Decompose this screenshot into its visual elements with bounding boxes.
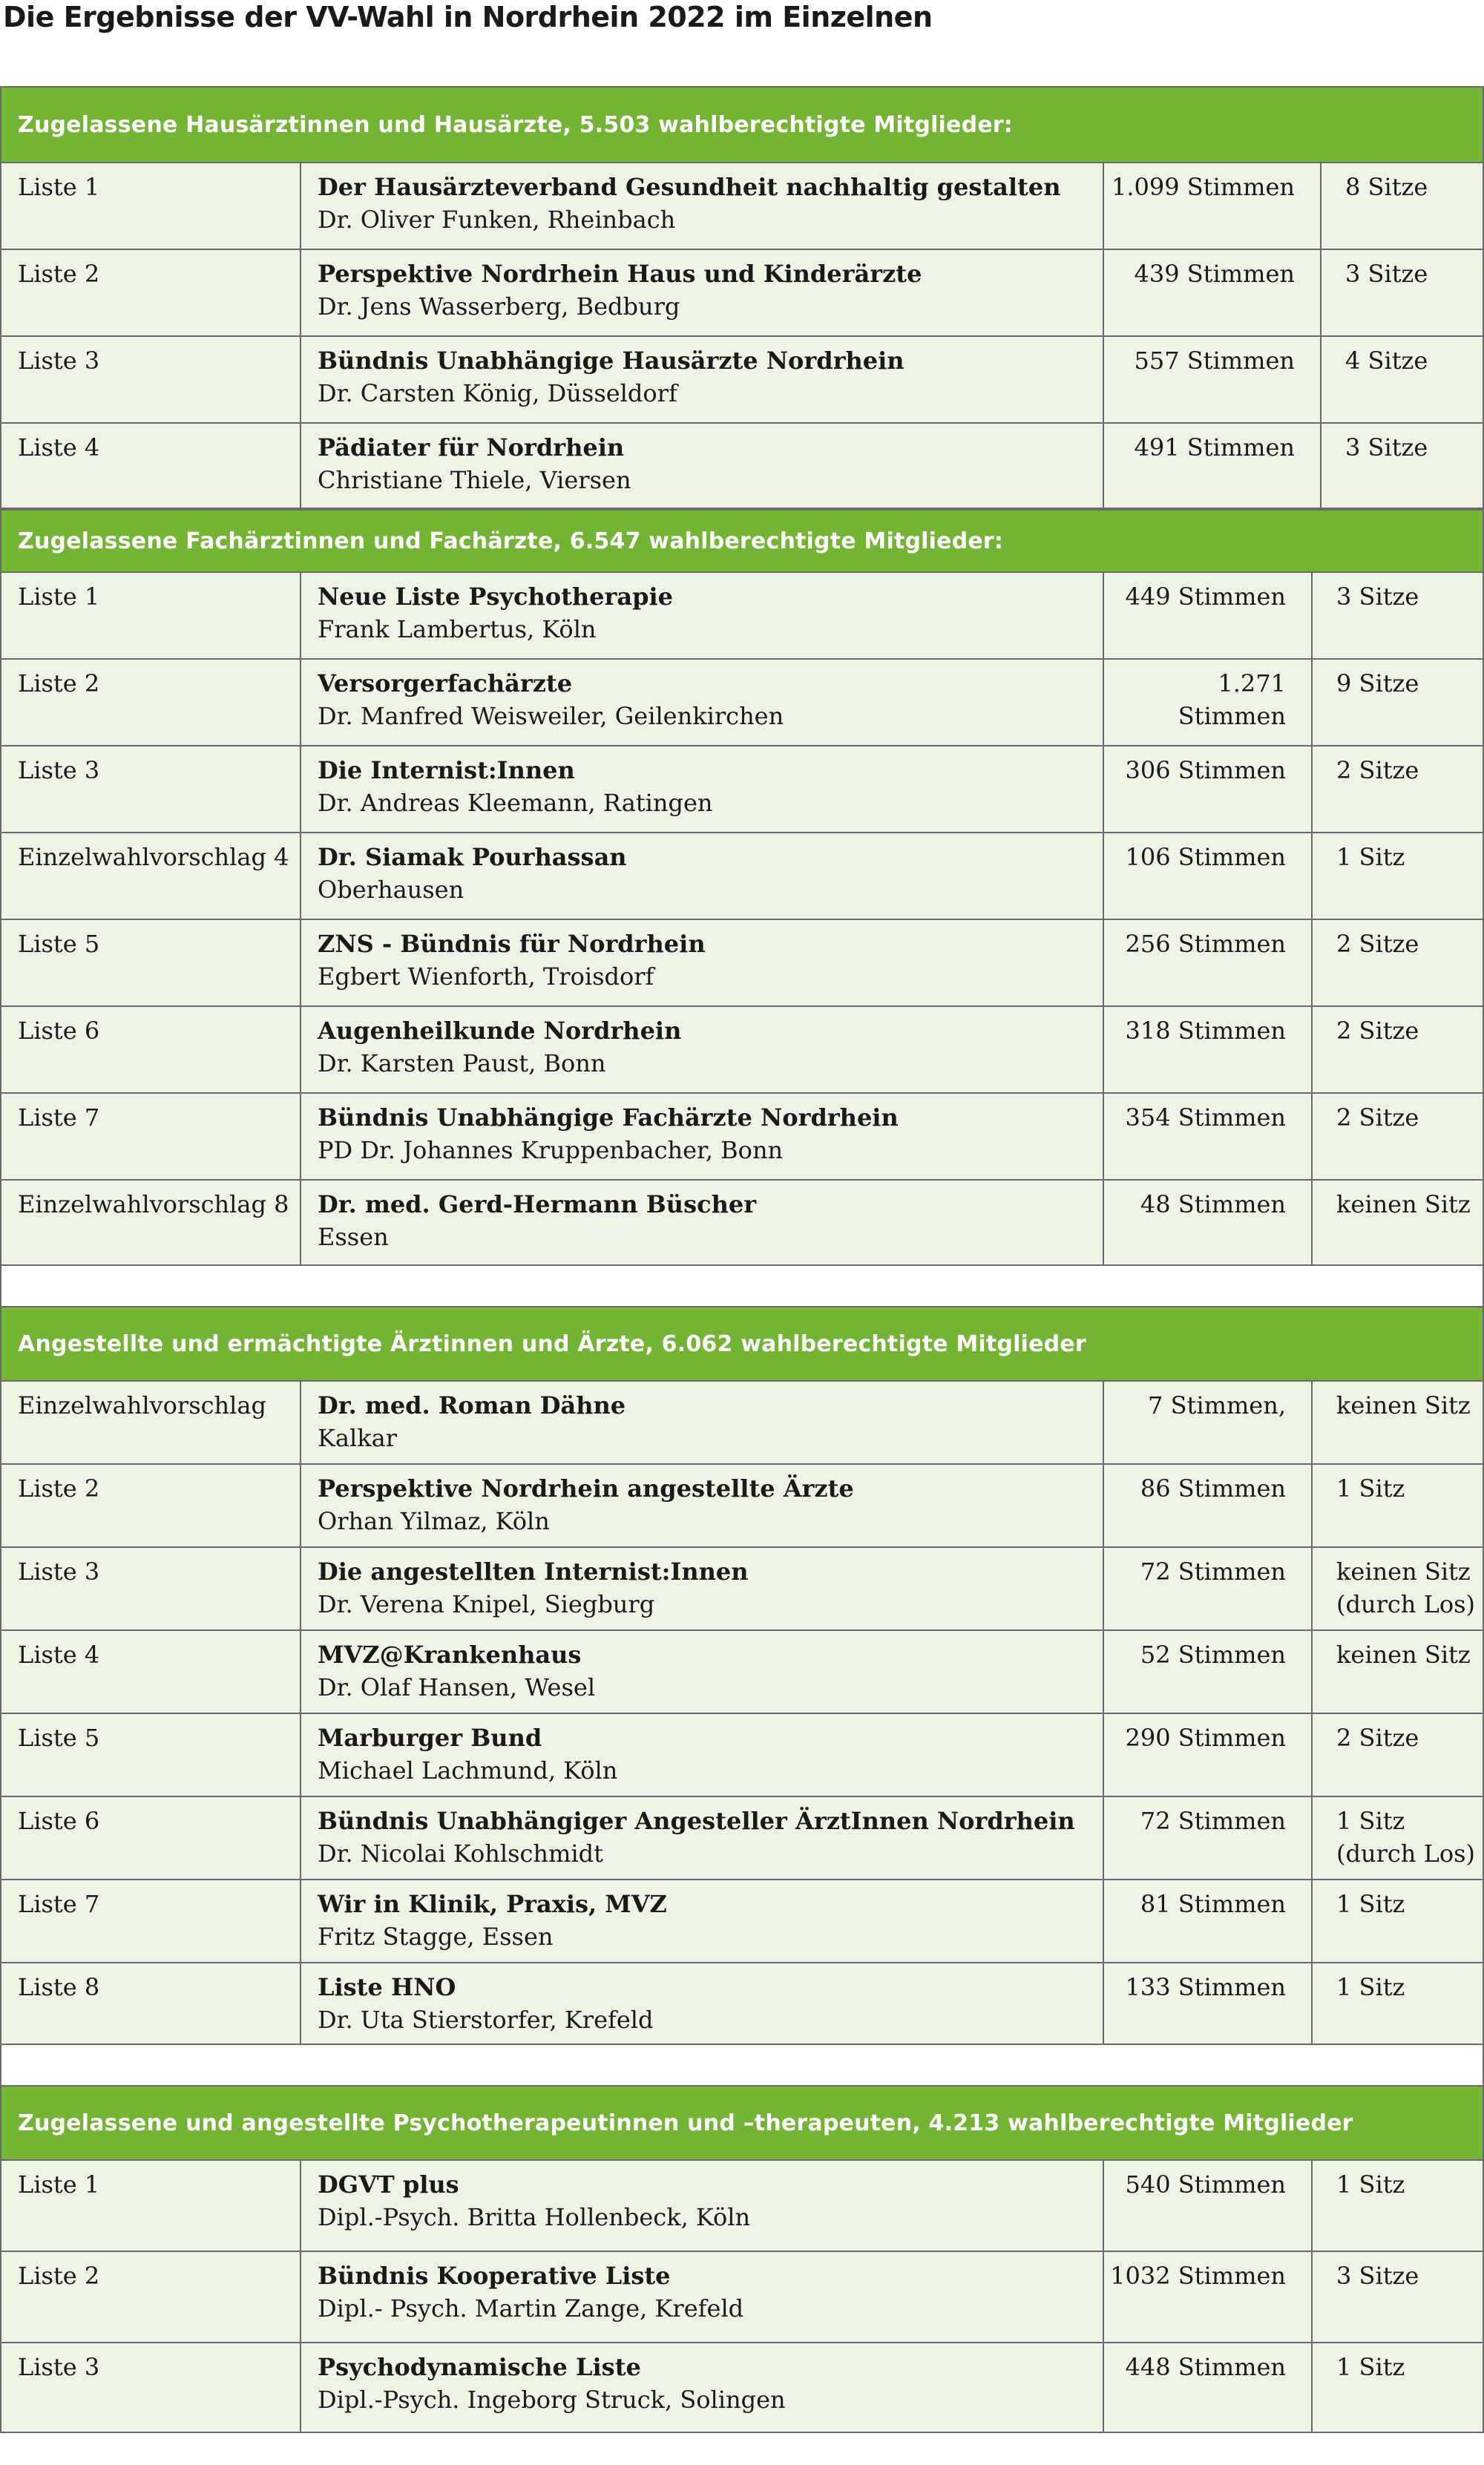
list-name: Dr. med. Gerd-Hermann Büscher: [318, 1190, 757, 1218]
seats-cell: [1313, 573, 1483, 658]
seats: keinen Sitz: [1336, 1190, 1471, 1218]
seats: keinen Sitz: [1336, 1391, 1471, 1419]
list-label: Liste 5: [1, 1714, 301, 1796]
section-heading: Zugelassene und angestellte Psychotherapeutinnen und –therapeuten, 4.213 wahlberechtigte Mitglieder: [0, 2085, 1484, 2159]
lead-candidate: Dr. Carsten König, Düsseldorf: [318, 379, 677, 407]
table-row: [0, 335, 1484, 422]
list-label: Liste 4: [1, 1631, 301, 1713]
lead-candidate: Dipl.-Psych. Ingeborg Struck, Solingen: [318, 2386, 786, 2414]
seats-cell: [1313, 1007, 1483, 1092]
results-section: [0, 86, 1484, 509]
lead-candidate: Dr. Manfred Weisweiler, Geilenkirchen: [318, 702, 784, 730]
seats: 1 Sitz: [1336, 1807, 1405, 1835]
seats: 2 Sitze: [1336, 1724, 1419, 1752]
list-name: Liste HNO: [318, 1973, 456, 2001]
votes: 106 Stimmen: [1104, 833, 1313, 919]
candidate-cell: [301, 573, 1104, 658]
table-row: [0, 1796, 1484, 1879]
candidate-cell: [301, 424, 1104, 508]
section-spacer: [0, 1266, 1484, 1306]
lead-candidate: Dr. Verena Knipel, Siegburg: [318, 1590, 655, 1618]
candidate-cell: [301, 1963, 1104, 2044]
list-label: Liste 3: [1, 746, 301, 832]
candidate-cell: [301, 1714, 1104, 1796]
table-row: [0, 1005, 1484, 1092]
section-heading: Zugelassene Hausärztinnen und Hausärzte, 5.503 wahlberechtigte Mitglieder:: [0, 86, 1484, 162]
lead-candidate: Dr. Oliver Funken, Rheinbach: [318, 206, 676, 234]
list-name: Augenheilkunde Nordrhein: [318, 1017, 682, 1045]
results-section: [0, 509, 1484, 1266]
list-label: Liste 2: [1, 2252, 301, 2342]
list-name: Marburger Bund: [318, 1724, 542, 1752]
table-row: [0, 571, 1484, 658]
seats-cell: [1313, 1797, 1483, 1879]
table-row: [0, 745, 1484, 832]
candidate-cell: [301, 163, 1104, 249]
votes: 81 Stimmen: [1104, 1880, 1313, 1962]
votes: 318 Stimmen: [1104, 1007, 1313, 1092]
seats: 2 Sitze: [1336, 756, 1419, 784]
list-label: Liste 1: [1, 163, 301, 249]
seats: 2 Sitze: [1336, 1017, 1419, 1045]
votes: 290 Stimmen: [1104, 1714, 1313, 1796]
seats-cell: [1313, 1714, 1483, 1796]
list-label: Liste 5: [1, 920, 301, 1005]
seats-cell: [1322, 337, 1483, 422]
seats-cell: [1313, 1382, 1483, 1463]
table-row: [0, 1179, 1484, 1266]
votes: 1.271 Stimmen: [1104, 660, 1313, 745]
seats-cell: [1313, 746, 1483, 832]
list-label: Liste 6: [1, 1007, 301, 1092]
seats-cell: [1313, 2161, 1483, 2251]
list-label: Liste 2: [1, 1465, 301, 1546]
seats-cell: [1313, 660, 1483, 745]
lead-candidate: Dr. Andreas Kleemann, Ratingen: [318, 789, 713, 817]
table-row: [0, 2342, 1484, 2433]
list-label: Liste 1: [1, 573, 301, 658]
list-name: Psychodynamische Liste: [318, 2353, 641, 2381]
lead-candidate: Kalkar: [318, 1424, 397, 1452]
seats: 8 Sitze: [1345, 173, 1428, 201]
list-name: Dr. med. Roman Dähne: [318, 1391, 626, 1419]
table-row: [0, 1380, 1484, 1463]
votes: 256 Stimmen: [1104, 920, 1313, 1005]
table-row: [0, 1962, 1484, 2045]
votes: 306 Stimmen: [1104, 746, 1313, 832]
votes: 133 Stimmen: [1104, 1963, 1313, 2044]
lead-candidate: Frank Lambertus, Köln: [318, 615, 597, 643]
seats-cell: [1313, 833, 1483, 919]
seats: 2 Sitze: [1336, 930, 1419, 958]
seats: 3 Sitze: [1336, 582, 1419, 611]
list-label: Liste 7: [1, 1880, 301, 1962]
list-name: Wir in Klinik, Praxis, MVZ: [318, 1890, 667, 1918]
seats: 3 Sitze: [1345, 433, 1428, 462]
list-name: Bündnis Unabhängige Hausärzte Nordrhein: [318, 347, 904, 375]
seats: 2 Sitze: [1336, 1103, 1419, 1132]
list-label: Liste 8: [1, 1963, 301, 2044]
lead-candidate: Dr. Jens Wasserberg, Bedburg: [318, 292, 680, 321]
list-label: Liste 2: [1, 660, 301, 745]
list-name: Der Hausärzteverband Gesundheit nachhaltig gestalten: [318, 173, 1061, 201]
candidate-cell: [301, 250, 1104, 335]
votes: 491 Stimmen: [1104, 424, 1322, 508]
lead-candidate: Christiane Thiele, Viersen: [318, 466, 631, 494]
lead-candidate: Dipl.-Psych. Britta Hollenbeck, Köln: [318, 2203, 751, 2231]
section-spacer: [0, 2045, 1484, 2085]
candidate-cell: [301, 660, 1104, 745]
candidate-cell: [301, 2161, 1104, 2251]
votes: 354 Stimmen: [1104, 1094, 1313, 1179]
seats: keinen Sitz: [1336, 1558, 1471, 1586]
votes: 52 Stimmen: [1104, 1631, 1313, 1713]
list-name: Perspektive Nordrhein angestellte Ärzte: [318, 1474, 854, 1503]
seats: 1 Sitz: [1336, 1890, 1405, 1918]
table-row: [0, 2159, 1484, 2251]
seats: 3 Sitze: [1345, 260, 1428, 288]
votes: 7 Stimmen,: [1104, 1382, 1313, 1463]
list-name: Bündnis Unabhängiger Angesteller ÄrztInnen Nordrhein: [318, 1807, 1075, 1835]
seats: 1 Sitz: [1336, 1474, 1405, 1503]
lead-candidate: Fritz Stagge, Essen: [318, 1923, 554, 1951]
candidate-cell: [301, 1548, 1104, 1629]
lead-candidate: Dipl.- Psych. Martin Zange, Krefeld: [318, 2294, 744, 2323]
list-label: Liste 1: [1, 2161, 301, 2251]
list-name: ZNS - Bündnis für Nordrhein: [318, 930, 706, 958]
candidate-cell: [301, 1797, 1104, 1879]
list-name: Versorgerfachärzte: [318, 669, 573, 698]
votes: 48 Stimmen: [1104, 1181, 1313, 1264]
candidate-cell: [301, 1094, 1104, 1179]
candidate-cell: [301, 833, 1104, 919]
list-label: Liste 2: [1, 250, 301, 335]
seats-cell: [1313, 1548, 1483, 1629]
seats-cell: [1322, 250, 1483, 335]
seats-cell: [1313, 1631, 1483, 1713]
seats: 1 Sitz: [1336, 843, 1405, 871]
table-row: [0, 919, 1484, 1005]
seats-cell: [1313, 1880, 1483, 1962]
list-label: Liste 3: [1, 337, 301, 422]
table-row: [0, 1713, 1484, 1796]
page-title: Die Ergebnisse der VV-Wahl in Nordrhein 2022 im Einzelnen: [3, 1, 933, 33]
votes: 1032 Stimmen: [1104, 2252, 1313, 2342]
list-name: Pädiater für Nordrhein: [318, 433, 625, 462]
list-name: MVZ@Krankenhaus: [318, 1641, 582, 1669]
candidate-cell: [301, 2343, 1104, 2432]
list-name: DGVT plus: [318, 2170, 459, 2199]
candidate-cell: [301, 1880, 1104, 1962]
seats: 9 Sitze: [1336, 669, 1419, 698]
list-label: Liste 6: [1, 1797, 301, 1879]
list-label: Liste 3: [1, 2343, 301, 2432]
table-row: [0, 658, 1484, 745]
seats-cell: [1313, 1094, 1483, 1179]
votes: 449 Stimmen: [1104, 573, 1313, 658]
list-name: Dr. Siamak Pourhassan: [318, 843, 627, 871]
list-name: Perspektive Nordrhein Haus und Kinderärzte: [318, 260, 922, 288]
candidate-cell: [301, 2252, 1104, 2342]
lead-candidate: Oberhausen: [318, 876, 464, 904]
lead-candidate: Dr. Karsten Paust, Bonn: [318, 1049, 606, 1077]
candidate-cell: [301, 1631, 1104, 1713]
votes: 1.099 Stimmen: [1104, 163, 1322, 249]
table-row: [0, 832, 1484, 919]
lead-candidate: Essen: [318, 1223, 389, 1251]
votes: 448 Stimmen: [1104, 2343, 1313, 2432]
votes: 86 Stimmen: [1104, 1465, 1313, 1546]
section-rows: [0, 162, 1484, 509]
seats-cell: [1322, 424, 1483, 508]
list-label: Einzelwahlvorschlag 8: [1, 1181, 301, 1264]
lead-candidate: Michael Lachmund, Köln: [318, 1756, 618, 1785]
list-label: Liste 4: [1, 424, 301, 508]
candidate-cell: [301, 1465, 1104, 1546]
candidate-cell: [301, 1181, 1104, 1264]
section-rows: [0, 2159, 1484, 2433]
results-table: [0, 86, 1484, 2433]
seats: 4 Sitze: [1345, 347, 1428, 375]
list-name: Bündnis Kooperative Liste: [318, 2262, 671, 2290]
list-name: Die Internist:Innen: [318, 756, 575, 784]
table-row: [0, 249, 1484, 335]
seats-cell: [1313, 1465, 1483, 1546]
results-section: [0, 1306, 1484, 2045]
section-rows: [0, 1380, 1484, 2045]
seats: keinen Sitz: [1336, 1641, 1471, 1669]
list-label: Liste 3: [1, 1548, 301, 1629]
seats-cell: [1313, 1963, 1483, 2044]
votes: 72 Stimmen: [1104, 1548, 1313, 1629]
section-heading: Angestellte und ermächtigte Ärztinnen und Ärzte, 6.062 wahlberechtigte Mitglieder: [0, 1306, 1484, 1380]
section-rows: [0, 571, 1484, 1266]
seats-cell: [1313, 2252, 1483, 2342]
seats-cell: [1313, 1181, 1483, 1264]
lead-candidate: PD Dr. Johannes Kruppenbacher, Bonn: [318, 1136, 784, 1164]
votes: 439 Stimmen: [1104, 250, 1322, 335]
candidate-cell: [301, 1382, 1104, 1463]
lead-candidate: Dr. Nicolai Kohlschmidt: [318, 1839, 603, 1868]
seats: 1 Sitz: [1336, 2170, 1405, 2199]
candidate-cell: [301, 920, 1104, 1005]
list-name: Neue Liste Psychotherapie: [318, 582, 673, 611]
results-section: [0, 2085, 1484, 2433]
seats-note: (durch Los): [1336, 1590, 1475, 1618]
table-row: [0, 1092, 1484, 1179]
list-label: Liste 7: [1, 1094, 301, 1179]
table-row: [0, 2251, 1484, 2342]
table-row: [0, 422, 1484, 509]
seats-note: (durch Los): [1336, 1839, 1475, 1868]
list-label: Einzelwahlvorschlag 4: [1, 833, 301, 919]
table-row: [0, 1629, 1484, 1713]
list-label: Einzelwahlvorschlag: [1, 1382, 301, 1463]
votes: 72 Stimmen: [1104, 1797, 1313, 1879]
seats: 1 Sitz: [1336, 1973, 1405, 2001]
candidate-cell: [301, 1007, 1104, 1092]
seats-cell: [1313, 2343, 1483, 2432]
seats: 3 Sitze: [1336, 2262, 1419, 2290]
lead-candidate: Egbert Wienforth, Troisdorf: [318, 962, 654, 991]
seats: 1 Sitz: [1336, 2353, 1405, 2381]
seats-cell: [1322, 163, 1483, 249]
table-row: [0, 1463, 1484, 1546]
votes: 557 Stimmen: [1104, 337, 1322, 422]
candidate-cell: [301, 337, 1104, 422]
votes: 540 Stimmen: [1104, 2161, 1313, 2251]
list-name: Die angestellten Internist:Innen: [318, 1558, 749, 1586]
table-row: [0, 162, 1484, 249]
lead-candidate: Dr. Uta Stierstorfer, Krefeld: [318, 2006, 654, 2034]
section-heading: Zugelassene Fachärztinnen und Fachärzte, 6.547 wahlberechtigte Mitglieder:: [0, 509, 1484, 571]
lead-candidate: Orhan Yilmaz, Köln: [318, 1507, 550, 1535]
table-row: [0, 1546, 1484, 1629]
lead-candidate: Dr. Olaf Hansen, Wesel: [318, 1673, 596, 1701]
seats-cell: [1313, 920, 1483, 1005]
table-row: [0, 1879, 1484, 1962]
list-name: Bündnis Unabhängige Fachärzte Nordrhein: [318, 1103, 899, 1132]
candidate-cell: [301, 746, 1104, 832]
